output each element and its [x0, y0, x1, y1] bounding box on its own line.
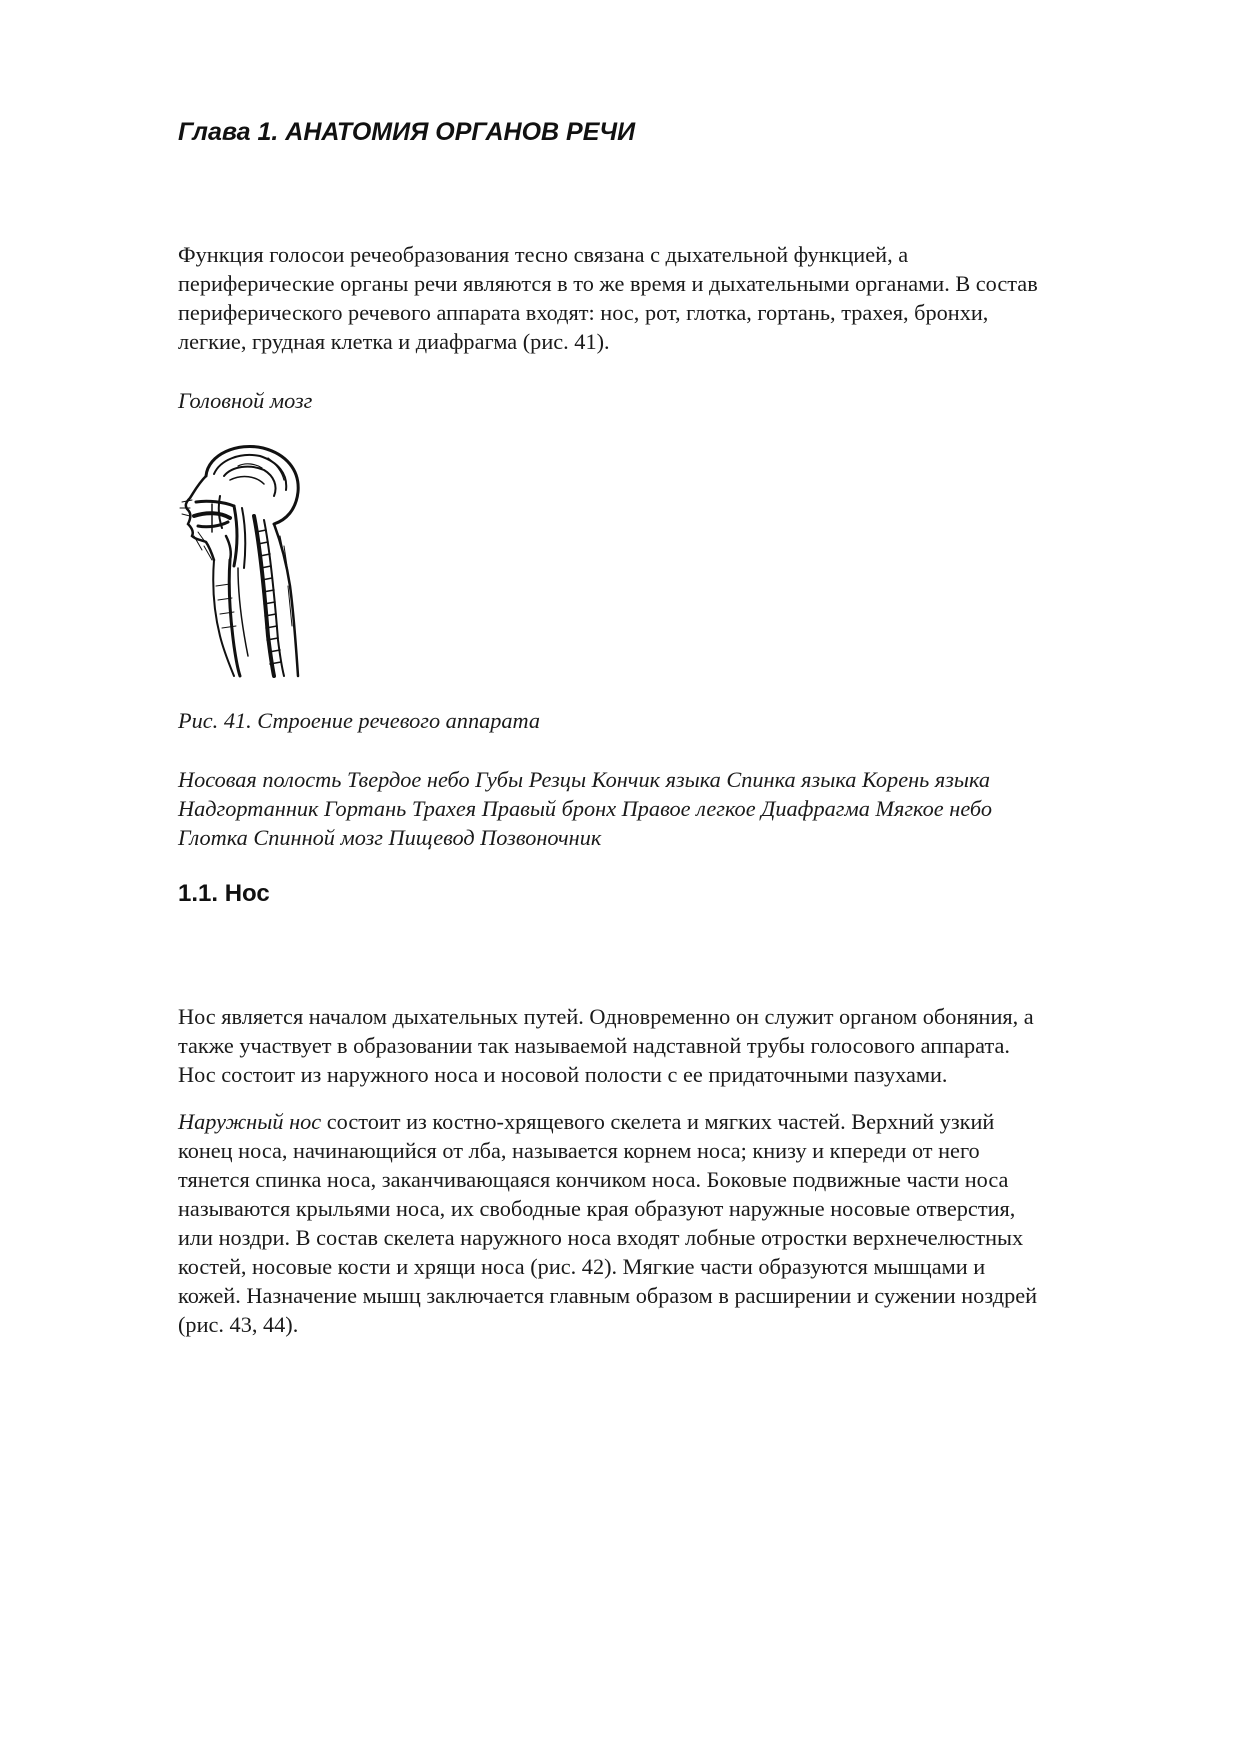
- outer-nose-term: Наружный нос: [178, 1109, 322, 1134]
- outer-nose-line: называются крыльями носа, их свободные края образуют наружные носовые отверстия,: [178, 1196, 1016, 1221]
- intro-line: легкие, грудная клетка и диафрагма (рис. 41).: [178, 329, 610, 354]
- figure-labels: [178, 765, 1168, 852]
- outer-nose-paragraph: [178, 1107, 1168, 1339]
- nose-intro-paragraph: [178, 1002, 1168, 1089]
- nose-intro-line: Нос состоит из наружного носа и носовой полости с ее придаточными пазухами.: [178, 1062, 948, 1087]
- chapter-title: Глава 1. АНАТОМИЯ ОРГАНОВ РЕЧИ: [178, 118, 636, 146]
- outer-nose-line: кожей. Назначение мышц заключается главным образом в расширении и сужении ноздрей: [178, 1283, 1038, 1308]
- intro-line: Функция голосои речеобразования тесно связана с дыхательной функцией, а: [178, 242, 909, 267]
- figure-labels-line: Глотка Спинной мозг Пищевод Позвоночник: [178, 825, 602, 850]
- speech-apparatus-figure: [168, 436, 318, 678]
- figure-label-top: Головной мозг: [178, 388, 313, 413]
- outer-nose-line: костей, носовые кости и хрящи носа (рис. 42). Мягкие части образуются мышцами и: [178, 1254, 986, 1279]
- figure-labels-line: Носовая полость Твердое небо Губы Резцы Кончик языка Спинка языка Корень языка: [178, 767, 991, 792]
- outer-nose-line: тянется спинка носа, заканчивающаяся кончиком носа. Боковые подвижные части носа: [178, 1167, 1009, 1192]
- nose-intro-line: также участвует в образовании так называемой надставной трубы голосового аппарата.: [178, 1033, 1010, 1058]
- intro-paragraph: [178, 240, 1168, 356]
- intro-line: периферического речевого аппарата входят: нос, рот, глотка, гортань, трахея, бронхи,: [178, 300, 989, 325]
- outer-nose-line: (рис. 43, 44).: [178, 1312, 299, 1337]
- section-title: 1.1. Нос: [178, 880, 270, 907]
- nose-intro-line: Нос является началом дыхательных путей. Одновременно он служит органом обоняния, а: [178, 1004, 1034, 1029]
- outer-nose-line: или ноздри. В состав скелета наружного носа входят лобные отростки верхнечелюстных: [178, 1225, 1024, 1250]
- figure-caption: Рис. 41. Строение речевого аппарата: [178, 708, 541, 733]
- outer-nose-first-line-rest: состоит из костно-хрящевого скелета и мягких частей. Верхний узкий: [321, 1109, 995, 1134]
- intro-line: периферические органы речи являются в то же время и дыхательными органами. В состав: [178, 271, 1038, 296]
- figure-labels-line: Надгортанник Гортань Трахея Правый бронх Правое легкое Диафрагма Мягкое небо: [178, 796, 992, 821]
- outer-nose-first-line: [178, 1107, 1168, 1136]
- outer-nose-line: конец носа, начинающийся от лба, называется корнем носа; книзу и кпереди от него: [178, 1138, 980, 1163]
